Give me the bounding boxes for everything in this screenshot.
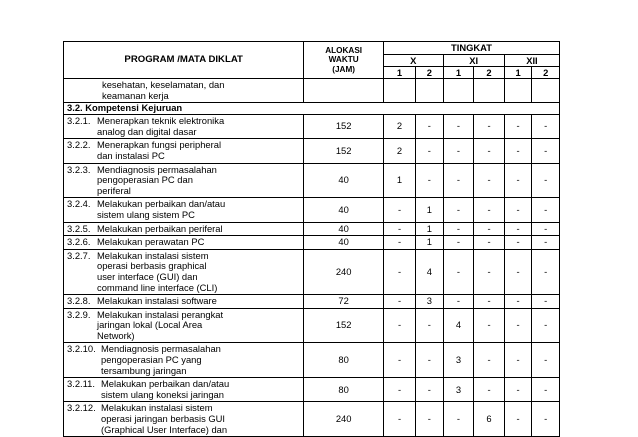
level-cell: -	[504, 295, 532, 309]
program-title-line: Melakukan perbaikan dan/atau	[101, 378, 230, 390]
program-code: 3.2.12.	[67, 402, 96, 414]
program-code: 3.2.3.	[67, 163, 91, 175]
level-cell: -	[474, 139, 505, 163]
level-cell: -	[416, 115, 444, 139]
program-title	[101, 403, 300, 435]
alokasi-header	[304, 42, 384, 79]
level-cell: 1	[416, 222, 444, 236]
level-cell: -	[443, 402, 474, 437]
level-cell: -	[416, 308, 444, 343]
curriculum-table	[63, 41, 560, 437]
program-cell	[64, 295, 304, 309]
program-title	[97, 237, 300, 248]
program-title	[97, 165, 300, 197]
sublevel: 1	[383, 67, 415, 79]
level-cell: -	[532, 249, 560, 294]
hours-cell: 40	[304, 163, 384, 198]
program-cell	[64, 343, 304, 378]
level-cell: -	[443, 236, 474, 250]
program-code: 3.2.11.	[67, 378, 95, 390]
level-cell: 1	[383, 163, 415, 198]
level-xi: XI	[443, 55, 504, 67]
level-cell: -	[474, 295, 505, 309]
program-title-line: analog dan digital dasar	[97, 125, 197, 137]
level-cell: -	[443, 163, 474, 198]
program-title-line: Network)	[97, 329, 135, 341]
program-code: 3.2.4.	[67, 198, 91, 210]
level-cell: -	[504, 378, 532, 402]
program-title	[97, 199, 300, 220]
program-title-line: Mendiagnosis permasalahan	[101, 343, 221, 355]
program-cell	[64, 308, 304, 343]
program-title-line: sistem ulang koneksi jaringan	[101, 388, 224, 400]
level-cell: 3	[416, 295, 444, 309]
level-cell: -	[474, 163, 505, 198]
level-cell: -	[474, 378, 505, 402]
table-row	[64, 308, 560, 343]
level-cell: 2	[383, 139, 415, 163]
program-title-line: pengoperasian PC yang	[101, 354, 202, 366]
hours-cell: 80	[304, 378, 384, 402]
program-title-line: Menerapkan fungsi peripheral	[97, 139, 222, 151]
program-cell	[64, 163, 304, 198]
level-cell: -	[474, 222, 505, 236]
program-title-line: user interface (GUI) dan	[97, 270, 198, 282]
level-cell: -	[474, 249, 505, 294]
program-cell	[64, 378, 304, 402]
table-row	[64, 378, 560, 402]
program-cell	[64, 139, 304, 163]
table-row	[64, 163, 560, 198]
sublevel: 2	[474, 67, 505, 79]
table-row	[64, 115, 560, 139]
level-cell: 3	[443, 343, 474, 378]
program-title	[97, 296, 300, 307]
level-cell: -	[532, 236, 560, 250]
program-title-line: operasi berbasis graphical	[97, 260, 207, 272]
program-title-line: (Graphical User Interface) dan	[101, 423, 228, 435]
level-cell: -	[474, 198, 505, 222]
table-row	[64, 198, 560, 222]
level-cell: -	[416, 163, 444, 198]
program-title	[97, 310, 300, 342]
level-cell: -	[504, 139, 532, 163]
program-title-line: Melakukan perbaikan dan/atau	[97, 198, 226, 210]
table-row	[64, 343, 560, 378]
program-title-line: operasi jaringan berbasis GUI	[101, 413, 226, 425]
sublevel: 2	[416, 67, 444, 79]
level-cell: -	[416, 378, 444, 402]
program-title-line: Melakukan perawatan PC	[97, 236, 205, 248]
level-xii: XII	[504, 55, 559, 67]
level-cell: -	[443, 222, 474, 236]
program-title	[97, 251, 300, 293]
hours-cell: 152	[304, 308, 384, 343]
level-cell: -	[443, 115, 474, 139]
table-row	[64, 249, 560, 294]
hours-cell: 40	[304, 198, 384, 222]
program-cell	[64, 222, 304, 236]
level-cell: -	[383, 308, 415, 343]
level-cell: -	[532, 295, 560, 309]
program-title	[97, 116, 300, 137]
level-cell: -	[532, 222, 560, 236]
level-cell: -	[504, 249, 532, 294]
program-code: 3.2.6.	[67, 236, 91, 248]
level-cell: -	[532, 198, 560, 222]
alokasi-line-3: (JAM)	[332, 64, 356, 74]
table-row	[64, 222, 560, 236]
program-title-line: Melakukan instalasi sistem	[101, 402, 213, 414]
program-title	[101, 344, 300, 376]
program-title-line: command line interface (CLI)	[97, 281, 218, 293]
hours-cell: 40	[304, 222, 384, 236]
program-cell	[64, 198, 304, 222]
level-cell: -	[383, 249, 415, 294]
program-title-line: Menerapkan teknik elektronika	[97, 115, 225, 127]
level-cell: 3	[443, 378, 474, 402]
level-cell: -	[383, 378, 415, 402]
continuation-row	[64, 79, 560, 103]
level-cell: -	[532, 115, 560, 139]
tingkat-header: TINGKAT	[383, 42, 559, 55]
level-cell: 4	[416, 249, 444, 294]
level-cell: -	[504, 308, 532, 343]
level-cell: -	[504, 198, 532, 222]
level-cell: -	[416, 139, 444, 163]
alokasi-line-1: ALOKASI	[325, 45, 363, 55]
hours-cell: 240	[304, 402, 384, 437]
level-cell: -	[504, 236, 532, 250]
program-code: 3.2.10.	[67, 343, 96, 355]
level-cell: -	[504, 115, 532, 139]
table-row	[64, 139, 560, 163]
level-cell: -	[443, 198, 474, 222]
program-title-line: Melakukan instalasi sistem	[97, 249, 209, 261]
program-code: 3.2.2.	[67, 139, 91, 151]
level-cell: -	[474, 343, 505, 378]
hours-cell: 80	[304, 343, 384, 378]
level-cell: -	[532, 163, 560, 198]
program-title-line: jaringan lokal (Local Area	[97, 319, 203, 331]
hours-cell: 152	[304, 139, 384, 163]
level-cell: -	[474, 236, 505, 250]
program-title	[97, 224, 300, 235]
level-cell: -	[383, 236, 415, 250]
section-row	[64, 103, 560, 115]
alokasi-line-2: WAKTU	[328, 55, 359, 65]
sublevel: 2	[532, 67, 560, 79]
level-cell: -	[504, 222, 532, 236]
program-title	[101, 379, 300, 400]
program-code: 3.2.7.	[67, 249, 91, 261]
program-title-line: Melakukan instalasi perangkat	[97, 308, 224, 320]
continuation-line: kesehatan, keselamatan, dan	[102, 79, 225, 90]
program-title-line: Melakukan instalasi software	[97, 295, 217, 307]
program-cell	[64, 402, 304, 437]
level-cell: -	[532, 308, 560, 343]
program-cell	[64, 249, 304, 294]
level-cell: 6	[474, 402, 505, 437]
program-title-line: Melakukan perbaikan periferal	[97, 222, 223, 234]
level-cell: -	[504, 163, 532, 198]
continuation-cell	[64, 79, 304, 103]
program-title-line: sistem ulang sistem PC	[97, 208, 195, 220]
level-cell: -	[416, 402, 444, 437]
program-title-line: Mendiagnosis permasalahan	[97, 163, 217, 175]
level-cell: -	[383, 198, 415, 222]
level-cell: -	[474, 115, 505, 139]
program-title-line: periferal	[97, 184, 131, 196]
level-cell: -	[443, 295, 474, 309]
table-row	[64, 402, 560, 437]
continuation-line: keamanan kerja	[102, 89, 169, 101]
program-title	[97, 140, 300, 161]
level-cell: -	[443, 249, 474, 294]
level-cell: -	[504, 402, 532, 437]
level-x: X	[383, 55, 443, 67]
program-header: PROGRAM /MATA DIKLAT	[64, 42, 304, 79]
program-code: 3.2.9.	[67, 308, 91, 320]
level-cell: -	[383, 402, 415, 437]
level-cell: -	[532, 402, 560, 437]
program-cell	[64, 115, 304, 139]
program-code: 3.2.8.	[67, 295, 91, 307]
hours-cell: 152	[304, 115, 384, 139]
level-cell: -	[532, 343, 560, 378]
level-cell: -	[532, 139, 560, 163]
hours-cell: 40	[304, 236, 384, 250]
level-cell: 4	[443, 308, 474, 343]
program-code: 3.2.1.	[67, 115, 91, 127]
level-cell: -	[504, 343, 532, 378]
hours-cell: 72	[304, 295, 384, 309]
sublevel: 1	[443, 67, 474, 79]
section-title: 3.2. Kompetensi Kejuruan	[64, 103, 560, 115]
sublevel: 1	[504, 67, 532, 79]
table-row	[64, 295, 560, 309]
level-cell: -	[383, 295, 415, 309]
level-cell: 1	[416, 198, 444, 222]
program-title-line: tersambung jaringan	[101, 364, 187, 376]
program-title-line: dan instalasi PC	[97, 149, 165, 161]
level-cell: -	[443, 139, 474, 163]
program-title-line: pengoperasian PC dan	[97, 174, 193, 186]
program-code: 3.2.5.	[67, 222, 91, 234]
hours-cell: 240	[304, 249, 384, 294]
level-cell: -	[416, 343, 444, 378]
level-cell: -	[532, 378, 560, 402]
level-cell: -	[474, 308, 505, 343]
level-cell: 2	[383, 115, 415, 139]
level-cell: -	[383, 222, 415, 236]
level-cell: 1	[416, 236, 444, 250]
level-cell: -	[383, 343, 415, 378]
table-row	[64, 236, 560, 250]
program-cell	[64, 236, 304, 250]
